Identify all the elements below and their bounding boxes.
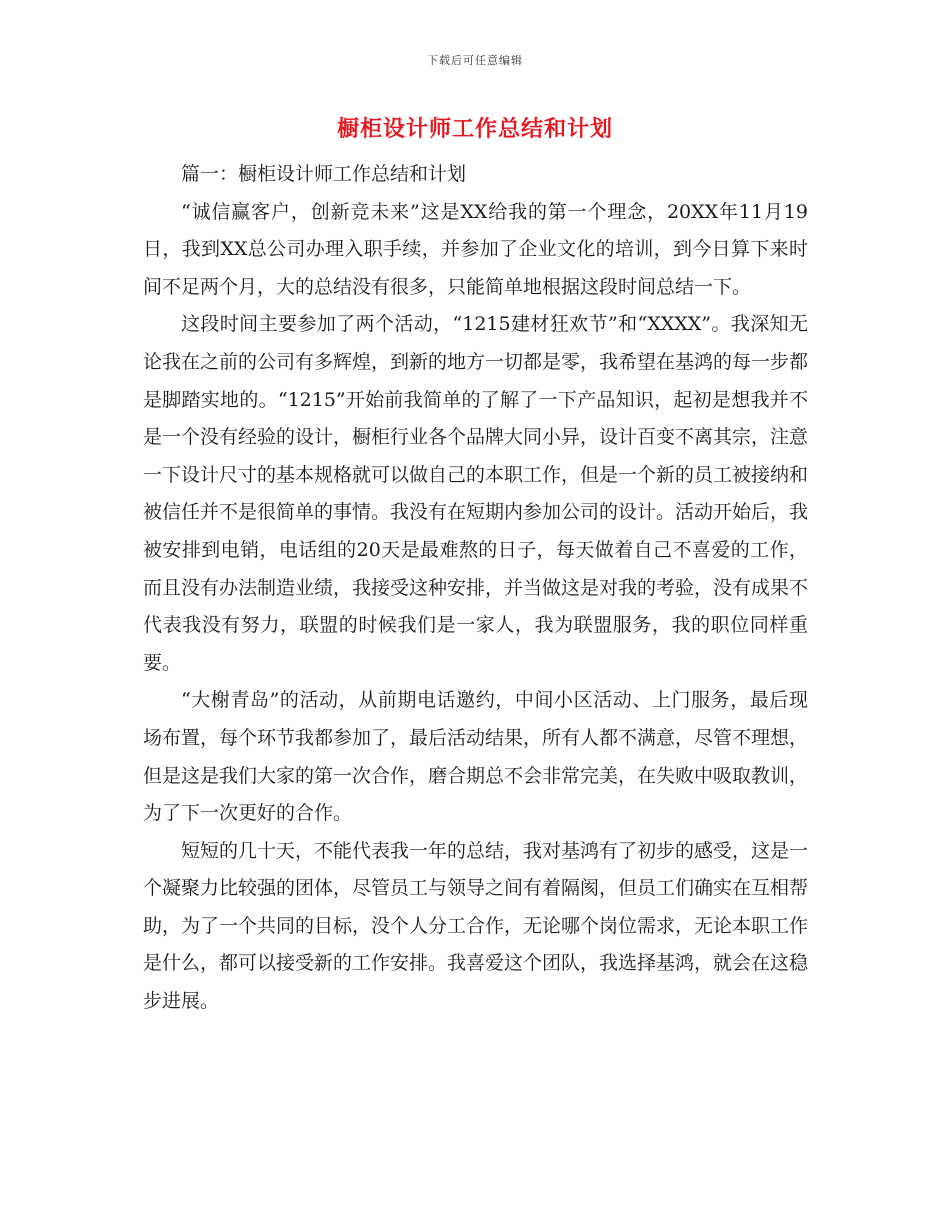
paragraph: 这段时间主要参加了两个活动，“1215建材狂欢节”和“XXXX”。我深知无论我在之前的公司有多辉煌，到新的地方一切都是零，我希望在基鸿的每一步都是脚踏实地的。“1215”开始前我简单的了解了一下产品知识，起初是想我并不是一个没有经验的设计，橱柜行业各个品牌大同小异，设计百变不离其宗，注意一下设计尺寸的基本规格就可以做自己的本职工作，但是一个新的员工被接纳和被信任并不是很简单的事情。我没有在短期内参加公司的设计。活动开始后，我被安排到电销，电话组的20天是最难熬的日子，每天做着自己不喜爱的工作，而且没有办法制造业绩，我接受这种安排，并当做这是对我的考验，没有成果不代表我没有努力，联盟的时候我们是一家人，我为联盟服务，我的职位同样重要。 xyxy=(143,313,809,674)
header-note: 下载后可任意编辑 xyxy=(427,54,523,67)
paragraph: “诚信赢客户，创新竞未来”这是XX给我的第一个理念，20XX年11月19日，我到XX总公司办理入职手续，并参加了企业文化的培训，到今日算下来时间不足两个月，大的总结没有很多，只能简单地根据这段时间总结一下。 xyxy=(143,200,808,298)
document-title: 橱柜设计师工作总结和计划 xyxy=(336,116,613,142)
document-body xyxy=(143,156,808,1021)
paragraph: “大榭青岛”的活动，从前期电话邀约，中间小区活动、上门服务，最后现场布置，每个环节我都参加了，最后活动结果，所有人都不满意，尽管不理想，但是这是我们大家的第一次合作，磨合期总不会非常完美，在失败中吸取教训，为了下一次更好的合作。 xyxy=(143,689,809,825)
section-heading: 篇一：橱柜设计师工作总结和计划 xyxy=(181,163,467,185)
paragraph: 短短的几十天，不能代表我一年的总结，我对基鸿有了初步的感受，这是一个凝聚力比较强的团体，尽管员工与领导之间有着隔阂，但员工们确实在互相帮助，为了一个共同的目标，没个人分工合作，无论哪个岗位需求，无论本职工作是什么，都可以接受新的工作安排。我喜爱这个团队，我选择基鸿，就会在这稳步进展。 xyxy=(143,839,809,1013)
